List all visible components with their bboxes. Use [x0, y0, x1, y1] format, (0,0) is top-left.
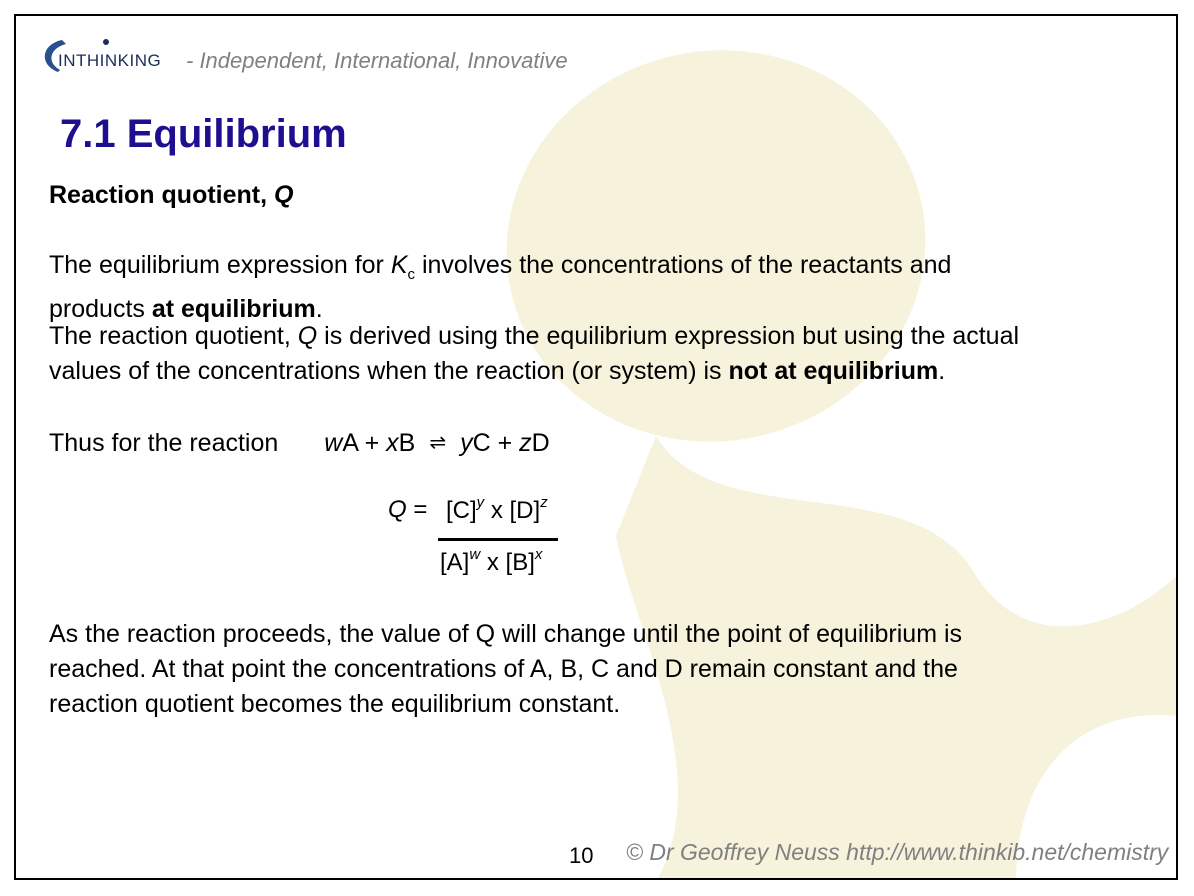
slide	[14, 14, 1178, 880]
p3-line-2: reached. At that point the concentrations of A, B, C and D remain constant and the	[49, 655, 958, 683]
reaction-equation	[49, 426, 550, 463]
page-number: 10	[569, 843, 594, 868]
exp-x: x	[534, 546, 543, 563]
p2-text-4: .	[938, 357, 946, 385]
q-symbol: Q	[297, 322, 318, 350]
equals-sign: =	[406, 496, 428, 523]
header-tagline: - Independent, International, Innovative	[186, 48, 568, 73]
species-c: C +	[472, 429, 520, 457]
coef-x: x	[386, 429, 399, 457]
p2-text-3: values of the concentrations when the reaction (or system) is	[49, 357, 729, 385]
paragraph-kc	[49, 248, 951, 327]
paragraph-conclusion	[49, 617, 962, 722]
equilibrium-arrow-icon: ⇌	[429, 432, 447, 454]
fraction-bar	[438, 538, 558, 541]
p2-text-2: is derived using the equilibrium expression but using the actual	[317, 322, 1020, 350]
p1-bold: at equilibrium	[151, 295, 316, 323]
times-2: x	[480, 549, 506, 576]
p3-line-1: As the reaction proceeds, the value of Q will change until the point of equilibrium is	[49, 620, 963, 648]
species-b: B	[398, 429, 416, 457]
exp-z: z	[540, 494, 548, 511]
subheading-text: Reaction quotient,	[49, 181, 274, 209]
quotient-numerator	[446, 496, 548, 525]
conc-c: [C]	[446, 497, 477, 524]
quotient-lhs	[388, 496, 427, 524]
p3-line-3: reaction quotient becomes the equilibrium constant.	[49, 690, 621, 718]
p1-text-3: products	[49, 295, 152, 323]
slide-title: 7.1 Equilibrium	[60, 112, 347, 156]
times-1: x	[484, 497, 510, 524]
subheading-symbol: Q	[274, 181, 294, 209]
conc-d: [D]	[509, 497, 541, 524]
exp-w: w	[469, 546, 481, 563]
coef-w: w	[324, 429, 343, 457]
species-a: A +	[342, 429, 387, 457]
conc-b: [B]	[505, 549, 535, 576]
coef-y: y	[460, 429, 473, 457]
exp-y: y	[476, 494, 485, 511]
p1-text-4: .	[315, 295, 323, 323]
subheading	[49, 178, 293, 213]
p1-text-2: involves the concentrations of the reactants and	[415, 251, 952, 279]
coef-z: z	[519, 429, 532, 457]
p2-text-1: The reaction quotient,	[49, 322, 298, 350]
quotient-denominator	[440, 548, 542, 577]
reaction-lead: Thus for the reaction	[49, 429, 279, 457]
kc-symbol: K	[390, 251, 408, 279]
paragraph-q	[49, 319, 1019, 389]
conc-a: [A]	[440, 549, 470, 576]
species-d: D	[531, 429, 550, 457]
footer-copyright: © Dr Geoffrey Neuss http://www.thinkib.net/chemistry	[626, 839, 1169, 865]
quotient-symbol: Q	[388, 496, 407, 523]
p1-text-1: The equilibrium expression for	[49, 251, 391, 279]
kc-subscript: c	[407, 266, 416, 283]
p2-bold: not at equilibrium	[728, 357, 939, 385]
logo-text: INTHINKING	[58, 51, 162, 70]
